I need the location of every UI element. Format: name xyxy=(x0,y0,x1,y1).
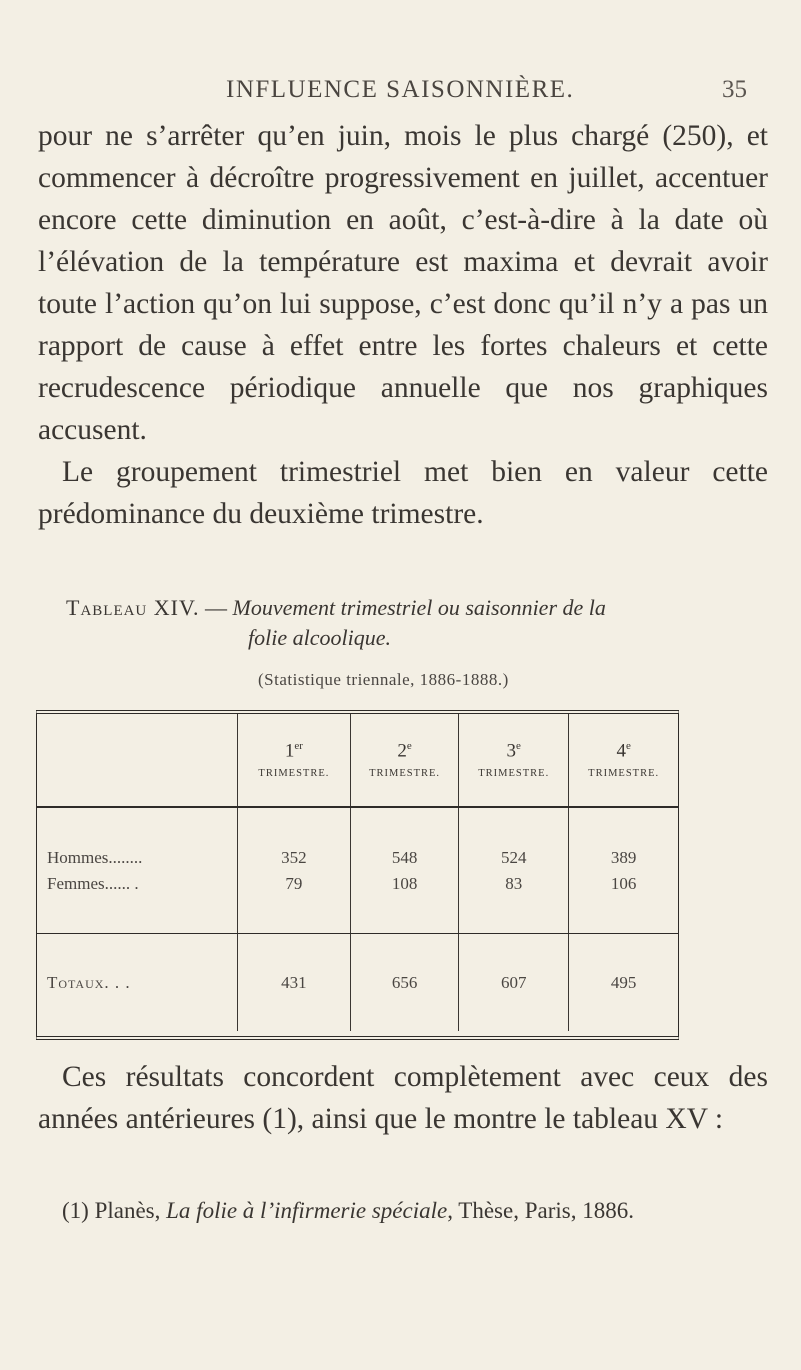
running-head xyxy=(0,76,801,110)
table-row-totals xyxy=(37,934,678,1032)
header-q2-word: TRIMESTRE. xyxy=(369,767,441,779)
caption-dash: — xyxy=(199,595,233,620)
footnote-rest: , Thèse, Paris, 1886. xyxy=(447,1198,634,1223)
table-source: (Statistique triennale, 1886-1888.) xyxy=(258,670,509,689)
q1-values-cell xyxy=(237,807,350,934)
header-q3-word: TRIMESTRE. xyxy=(478,767,550,779)
quarterly-table xyxy=(37,714,678,1031)
header-q1-word: TRIMESTRE. xyxy=(258,767,330,779)
footnote xyxy=(38,1196,768,1226)
page-number: 35 xyxy=(722,76,747,103)
header-q4 xyxy=(569,714,678,807)
table-title-part1: Mouvement trimestriel ou saisonnier de la xyxy=(232,595,606,620)
header-blank-cell xyxy=(37,714,237,807)
q4-values-cell xyxy=(569,807,678,934)
footnote-author: Planès, xyxy=(94,1198,161,1223)
cell-hommes-q1: 352 xyxy=(281,847,307,867)
cell-hommes-q4: 389 xyxy=(610,847,637,867)
row-label-femmes: Femmes...... . xyxy=(47,873,139,893)
paragraph-2: Le groupement trimestriel met bien en valeur cette prédominance du deuxième trimestre. xyxy=(38,456,768,530)
table-title-part2: folie alcoolique. xyxy=(248,625,391,650)
header-q1 xyxy=(237,714,350,807)
header-q4-word: TRIMESTRE. xyxy=(588,767,660,779)
footnote-title: La folie à l’infirmerie spéciale xyxy=(166,1198,448,1223)
header-q3-suffix: e xyxy=(516,740,521,753)
header-q4-suffix: e xyxy=(625,740,631,753)
closing-paragraph: Ces résultats concordent complètement avec ceux des années antérieures (1), ainsi que le montre le tableau XV : xyxy=(38,1061,768,1135)
total-q3: 607 xyxy=(459,934,569,1032)
q3-values-cell xyxy=(459,807,569,934)
running-title: INFLUENCE SAISONNIÈRE. xyxy=(226,76,575,103)
header-q4-number: 4 xyxy=(616,740,626,762)
cell-femmes-q2: 108 xyxy=(391,873,418,893)
cell-hommes-q3: 524 xyxy=(500,847,527,867)
header-q2 xyxy=(350,714,458,807)
total-q2: 656 xyxy=(350,934,458,1032)
totals-label: Totaux. . . xyxy=(47,972,131,992)
paragraph-1: pour ne s’arrêter qu’en juin, mois le plus chargé (250), et commencer à décroître progressivement en juillet, accentuer encore cette diminution en août, c’est-à-dire à la date où l’élévation de la température est maxima et devrait avoir toute l’action qu’on lui suppose, c’est donc qu’il n’y a pas un rapport de cause à effet entre les fortes chaleurs et cette recrudescence périodique annuelle que nos graphiques accusent. xyxy=(38,120,768,446)
total-q1: 431 xyxy=(237,934,350,1032)
table-caption xyxy=(38,593,768,695)
header-q2-number: 2 xyxy=(397,740,407,762)
closing-text xyxy=(38,1056,768,1140)
table-row-data xyxy=(37,807,678,934)
cell-femmes-q4: 106 xyxy=(610,873,637,893)
body-text xyxy=(38,115,768,535)
header-q3-number: 3 xyxy=(506,740,517,762)
cell-femmes-q3: 83 xyxy=(505,873,523,893)
table-frame xyxy=(36,710,679,1040)
cell-femmes-q1: 79 xyxy=(285,873,303,893)
row-labels-cell xyxy=(37,807,237,934)
total-q4: 495 xyxy=(569,934,678,1032)
footnote-mark: (1) xyxy=(62,1198,89,1223)
header-q1-number: 1 xyxy=(284,740,295,762)
table-label: Tableau XIV. xyxy=(66,595,200,620)
header-q1-suffix: er xyxy=(294,740,303,753)
table-header-row xyxy=(37,714,678,807)
header-q3 xyxy=(459,714,569,807)
header-q2-suffix: e xyxy=(406,740,412,753)
q2-values-cell xyxy=(350,807,458,934)
row-label-hommes: Hommes........ xyxy=(47,847,143,867)
cell-hommes-q2: 548 xyxy=(391,847,418,867)
